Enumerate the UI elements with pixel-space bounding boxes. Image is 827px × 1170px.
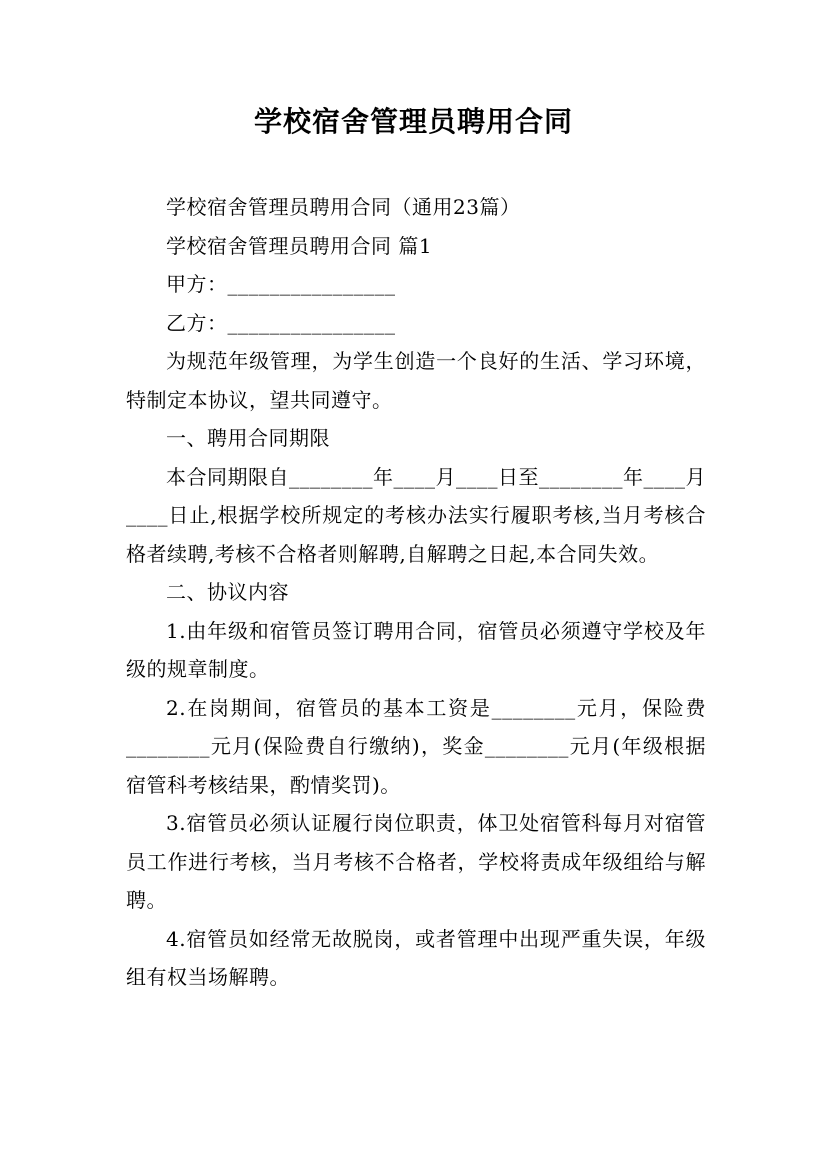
- document-body: [126, 188, 706, 997]
- clause-3: 3.宿管员必须认证履行岗位职责，体卫处宿管科每月对宿管员工作进行考核，当月考核不合格者，学校将责成年级组给与解聘。: [126, 811, 706, 912]
- clause-2: 2.在岗期间，宿管员的基本工资是________元月，保险费________元月(保险费自行缴纳)，奖金________元月(年级根据宿管科考核结果，酌情奖罚)。: [126, 695, 706, 797]
- subtitle-paragraph: 学校宿舍管理员聘用合同（通用23篇）: [166, 195, 521, 219]
- term-paragraph: 本合同期限自________年____月____日至________年____月____日止,根据学校所规定的考核办法实行履职考核,当月考核合格者续聘,考核不合格者则解聘,自解聘之日起,本合同失效。: [126, 464, 706, 566]
- clause-4: 4.宿管员如经常无故脱岗，或者管理中出现严重失误，年级组有权当场解聘。: [126, 926, 706, 989]
- section-heading-article-1: 学校宿舍管理员聘用合同 篇1: [166, 233, 433, 258]
- section-heading-content: 二、协议内容: [166, 580, 289, 604]
- clause-1: 1.由年级和宿管员签订聘用合同，宿管员必须遵守学校及年级的规章制度。: [126, 618, 706, 681]
- document-title: 学校宿舍管理员聘用合同: [253, 105, 573, 138]
- party-b-line: 乙方：________________: [166, 310, 396, 335]
- purpose-paragraph: 为规范年级管理，为学生创造一个良好的生活、学习环境，特制定本协议，望共同遵守。: [126, 349, 706, 412]
- section-heading-term: 一、聘用合同期限: [166, 426, 330, 450]
- party-a-line: 甲方：________________: [166, 272, 396, 296]
